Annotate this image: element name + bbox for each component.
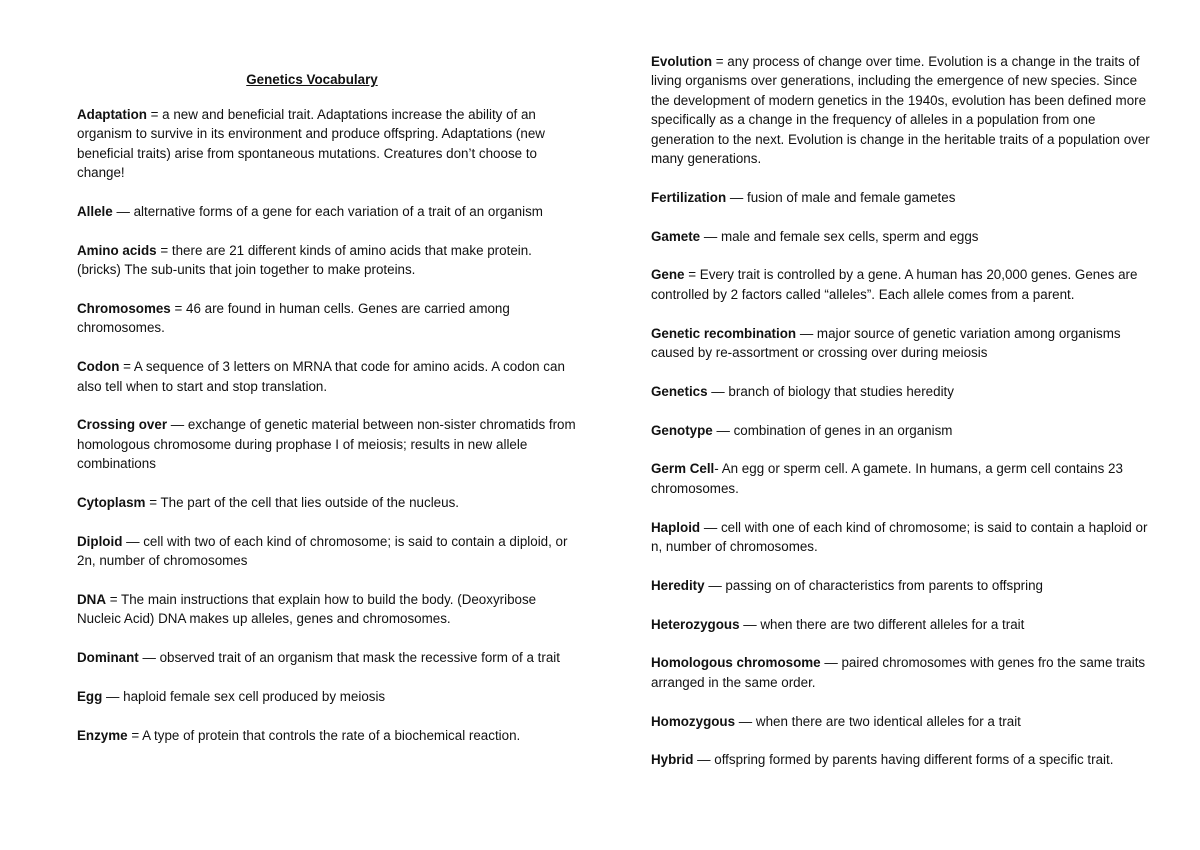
vocab-term: Evolution — [651, 54, 712, 69]
vocab-definition: = Every trait is controlled by a gene. A human has 20,000 genes. Genes are controlled by 2 factors called “alleles”. Each allele comes from a parent. — [651, 267, 1138, 302]
vocab-entry — [77, 590, 577, 629]
vocab-term: Heterozygous — [651, 616, 740, 632]
vocab-entry — [651, 518, 1151, 557]
vocab-entry — [77, 687, 577, 706]
vocab-entry — [651, 653, 1151, 692]
document-title: Genetics Vocabulary — [246, 72, 378, 87]
vocab-definition: — combination of genes in an organism — [712, 422, 953, 438]
vocab-entry — [651, 615, 1151, 634]
vocab-term: Fertilization — [651, 189, 727, 205]
vocab-definition: — male and female sex cells, sperm and eggs — [700, 228, 979, 244]
vocab-term: DNA — [77, 591, 107, 607]
vocab-term: Gene — [651, 267, 685, 283]
vocab-term: Hybrid — [651, 752, 694, 768]
vocab-definition: — when there are two different alleles for a trait — [739, 616, 1025, 632]
vocab-term: Egg — [77, 688, 103, 704]
vocab-definition: = A type of protein that controls the rate of a biochemical reaction. — [127, 727, 521, 743]
vocab-term: Dominant — [77, 650, 139, 666]
vocab-entry — [77, 726, 577, 745]
vocab-definition: — cell with two of each kind of chromosome; is said to contain a diploid, or 2n, number of chromosomes — [77, 533, 568, 569]
vocab-entry — [651, 459, 1151, 498]
vocab-entry — [77, 299, 577, 338]
vocab-definition: = any process of change over time. Evolution is a change in the traits of living organisms over generations, including the emergence of new species. Since the development of modern genetics in the 1940s, evolution has been defined more specifically as a change in the frequency of alleles in a population from one generation to the next. Evolution is change in the heritable traits of a population over many generations. — [651, 54, 1150, 167]
vocab-definition: — when there are two identical alleles for a trait — [735, 713, 1021, 729]
vocab-definition: — cell with one of each kind of chromosome; is said to contain a haploid or n, number of chromosomes. — [651, 519, 1148, 555]
vocab-entry — [651, 382, 1151, 401]
vocab-term: Genetic recombination — [651, 325, 797, 341]
vocab-definition: — branch of biology that studies heredity — [707, 383, 954, 399]
vocab-definition: — offspring formed by parents having different forms of a specific trait. — [693, 752, 1114, 768]
vocab-term: Gamete — [651, 228, 701, 244]
vocab-term: Adaptation — [77, 106, 147, 122]
vocab-entry — [651, 227, 1151, 246]
vocab-entry — [77, 415, 577, 473]
vocab-term: Homologous chromosome — [651, 655, 821, 671]
vocab-definition: = A sequence of 3 letters on MRNA that code for amino acids. A codon can also tell when to start and stop translation. — [77, 359, 565, 394]
vocab-term: Chromosomes — [77, 300, 171, 316]
vocab-definition: = The main instructions that explain how to build the body. (Deoxyribose Nucleic Acid) DNA makes up alleles, genes and chromosomes. — [77, 591, 537, 627]
vocab-entry — [77, 532, 577, 571]
vocab-term: Germ Cell — [651, 461, 715, 477]
vocab-entry — [651, 421, 1151, 440]
vocab-entry — [651, 576, 1151, 595]
vocab-entry — [77, 648, 577, 667]
vocab-term: Genotype — [651, 422, 713, 438]
vocab-entry — [651, 750, 1151, 769]
right-column — [651, 0, 1151, 789]
vocab-definition: = The part of the cell that lies outside of the nucleus. — [145, 494, 459, 510]
vocab-definition: — fusion of male and female gametes — [726, 189, 956, 205]
vocab-definition: — observed trait of an organism that mask the recessive form of a trait — [138, 650, 560, 666]
vocab-term: Cytoplasm — [77, 494, 146, 510]
vocab-definition: — major source of genetic variation among organisms caused by re-assortment or crossing over during meiosis — [651, 325, 1121, 361]
vocab-definition: — exchange of genetic material between non-sister chromatids from homologous chromosome during prophase I of meiosis; results in new allele combinations — [77, 417, 576, 472]
vocab-entry — [77, 105, 577, 183]
vocab-entry — [77, 202, 577, 221]
vocab-term: Haploid — [651, 519, 701, 535]
left-column — [77, 0, 577, 765]
vocab-definition: — passing on of characteristics from parents to offspring — [704, 577, 1043, 593]
vocab-term: Diploid — [77, 533, 123, 549]
vocab-term: Crossing over — [77, 417, 168, 433]
vocab-entry — [651, 265, 1151, 304]
vocab-entry — [77, 241, 577, 280]
vocab-entry — [77, 493, 577, 512]
vocab-entry — [651, 52, 1151, 168]
vocab-term: Enzyme — [77, 727, 128, 743]
vocab-term: Amino acids — [77, 242, 157, 258]
vocab-entry — [651, 188, 1151, 207]
vocab-entry — [651, 712, 1151, 731]
vocab-term: Allele — [77, 203, 113, 219]
vocab-definition: = a new and beneficial trait. Adaptations increase the ability of an organism to survive in its environment and produce offspring. Adaptations (new beneficial traits) arise from spontaneous mutations. Creatures don’t choose to change! — [77, 106, 545, 181]
vocab-definition: — haploid female sex cell produced by meiosis — [102, 688, 386, 704]
vocab-term: Genetics — [651, 383, 708, 399]
vocab-definition: - An egg or sperm cell. A gamete. In humans, a germ cell contains 23 chromosomes. — [651, 461, 1123, 496]
vocab-term: Codon — [77, 359, 120, 375]
vocab-term: Heredity — [651, 577, 705, 593]
vocab-definition: — alternative forms of a gene for each variation of a trait of an organism — [112, 203, 543, 219]
vocab-definition: = there are 21 different kinds of amino acids that make protein. (bricks) The sub-units that join together to make proteins. — [77, 242, 532, 278]
vocab-entry — [651, 324, 1151, 363]
vocab-definition: = 46 are found in human cells. Genes are carried among chromosomes. — [77, 300, 510, 336]
vocab-definition: — paired chromosomes with genes fro the same traits arranged in the same order. — [651, 655, 1146, 690]
vocab-entry — [77, 357, 577, 396]
vocab-term: Homozygous — [651, 713, 736, 729]
